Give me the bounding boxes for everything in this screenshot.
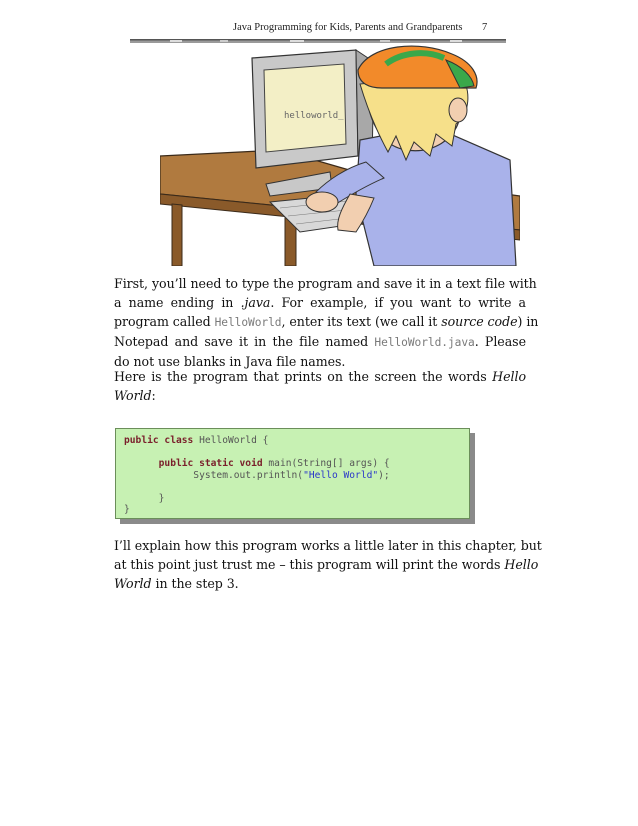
paragraph-line xyxy=(114,367,526,386)
paragraph-explain-later xyxy=(114,536,542,593)
code-text-run: HelloWorld { xyxy=(193,435,269,446)
paragraph-line xyxy=(114,312,539,332)
paragraph-program-intro xyxy=(114,367,526,405)
paragraph-line xyxy=(114,574,526,593)
paragraph-line xyxy=(114,332,526,352)
text-run: a name ending in xyxy=(114,295,241,310)
page-number: 7 xyxy=(482,22,488,33)
screen-text: helloworld_ xyxy=(284,111,344,121)
paragraph-save-file xyxy=(114,274,539,371)
code-text-run: main(String[] args) { xyxy=(262,458,390,469)
code-text-run: System.out.println( xyxy=(124,469,304,481)
text-run-italic: Hello xyxy=(504,557,539,572)
code-text xyxy=(124,435,390,516)
text-run: , enter its text (we call it xyxy=(281,314,442,329)
paragraph-line xyxy=(114,555,539,574)
text-run-italic: .java xyxy=(240,295,271,310)
code-keyword: public static void xyxy=(158,458,263,469)
kid-at-computer-illustration xyxy=(160,44,520,266)
code-keyword: public class xyxy=(124,435,194,446)
header-title: Java Programming for Kids, Parents and Grandparents xyxy=(233,22,463,33)
text-run: at this point just trust me – this program will print the words xyxy=(114,557,505,572)
text-run: Here is the program that prints on the screen the words xyxy=(114,369,493,384)
text-run-italic: World xyxy=(114,388,152,403)
text-run: in the step 3. xyxy=(151,576,239,591)
text-run-italic: World xyxy=(114,576,152,591)
code-text-run: } xyxy=(124,492,165,504)
page-header xyxy=(0,22,638,36)
text-run: : xyxy=(151,388,156,403)
paragraph-line: I’ll explain how this program works a little later in this chapter, but xyxy=(114,538,542,553)
text-run: . Please xyxy=(474,334,526,349)
paragraph-line: First, you’ll need to type the program and save it in a text file with xyxy=(114,276,537,291)
inline-code: HelloWorld xyxy=(214,316,282,329)
paragraph-line: do not use blanks in Java file names. xyxy=(114,354,346,369)
text-run: . For example, if you want to write a xyxy=(270,295,526,310)
code-listing xyxy=(115,428,470,519)
text-run: Notepad and save it in the file named xyxy=(114,334,375,349)
paragraph-line xyxy=(114,293,526,312)
code-string: "Hello World" xyxy=(303,469,379,481)
text-run: program called xyxy=(114,314,215,329)
text-run-italic: source code xyxy=(441,314,518,329)
code-text-run: ); xyxy=(378,469,390,481)
code-indent xyxy=(124,458,159,469)
inline-code: HelloWorld.java xyxy=(374,336,475,349)
code-text-run: } xyxy=(124,504,130,515)
text-run: ) in xyxy=(517,314,539,329)
paragraph-line xyxy=(114,386,526,405)
text-run-italic: Hello xyxy=(492,369,526,384)
header-rule xyxy=(130,39,506,43)
